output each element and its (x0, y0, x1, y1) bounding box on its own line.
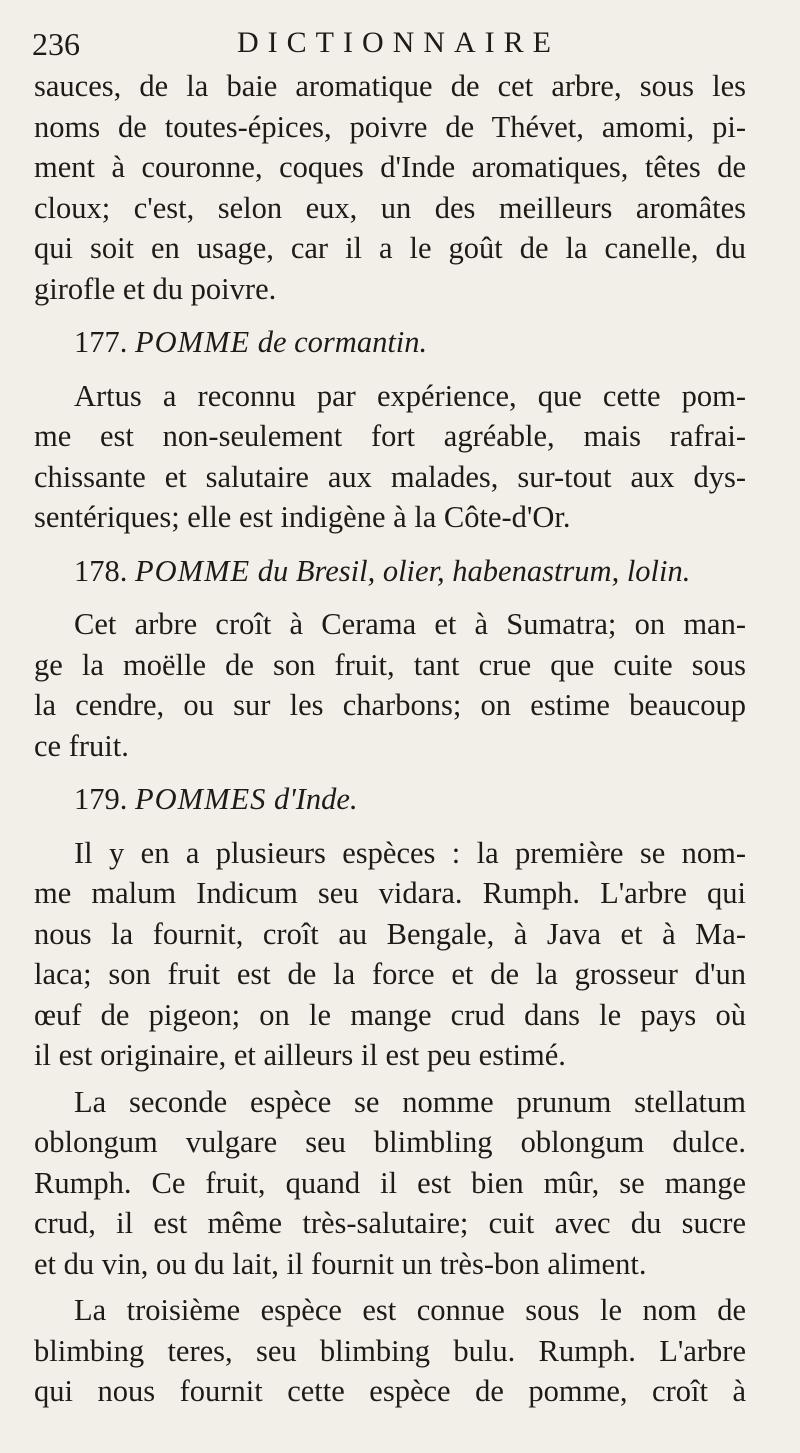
text-line: oblongum vulgare seu blimbling oblongum dulce. (34, 1125, 746, 1159)
paragraph-177 (34, 376, 746, 538)
text-line: qui soit en usage, car il a le goût de la canelle, du (34, 231, 746, 265)
intro-paragraph (34, 66, 746, 309)
entry-qualifier: d'Inde. (273, 782, 358, 816)
entry-qualifier: de cormantin. (257, 325, 428, 359)
text-line: il est originaire, et ailleurs il est peu estimé. (34, 1038, 566, 1072)
text-line: crud, il est même très-salutaire; cuit avec du sucre (34, 1206, 746, 1240)
entry-headword: POMME (135, 553, 251, 588)
text-line: ce fruit. (34, 728, 129, 763)
text-line: Artus a reconnu par expérience, que cette pom- (74, 378, 746, 413)
entry-qualifier: du Bresil, olier, habenastrum, lolin. (257, 553, 691, 588)
entry-heading-177 (34, 322, 746, 363)
entry-number: 178. (74, 553, 128, 588)
text-line: et du vin, ou du lait, il fournit un très-bon aliment. (34, 1246, 647, 1281)
text-line: Cet arbre croît à Cerama et à Sumatra; on man- (74, 607, 746, 641)
text-line: œuf de pigeon; on le mange crud dans le pays où (34, 997, 746, 1032)
text-line: La seconde espèce se nomme prunum stellatum (74, 1084, 746, 1119)
text-line: ge la moëlle de son fruit, tant crue que cuite sous (34, 647, 746, 682)
text-line: sentériques; elle est indigène à la Côte-d'Or. (34, 500, 571, 534)
text-line: sauces, de la baie aromatique de cet arbre, sous les (34, 69, 746, 103)
entry-number: 179. (74, 782, 128, 816)
text-line: ment à couronne, coques d'Inde aromatiques, têtes de (34, 150, 746, 184)
page-header (32, 22, 772, 70)
text-line: Rumph. Ce fruit, quand il est bien mûr, se mange (34, 1165, 746, 1200)
entry-number: 177. (74, 325, 128, 359)
text-line: girofle et du poivre. (34, 271, 277, 306)
paragraph-179-first-species (34, 833, 746, 1076)
paragraph-179-third-species (34, 1290, 746, 1412)
text-line: La troisième espèce est connue sous le nom de (74, 1293, 746, 1327)
text-line: laca; son fruit est de la force et de la grosseur d'un (34, 957, 746, 991)
entry-headword: POMME (135, 325, 251, 359)
text-line: qui nous fournit cette espèce de pomme, croît à (34, 1374, 746, 1408)
paragraph-178 (34, 604, 746, 766)
text-line: Il y en a plusieurs espèces : la première se nom- (74, 835, 746, 870)
text-line: cloux; c'est, selon eux, un des meilleurs aromâtes (34, 190, 746, 225)
running-head: DICTIONNAIRE (237, 26, 560, 59)
text-line: blimbing teres, seu blimbing bulu. Rumph. L'arbre (34, 1333, 746, 1368)
entry-headword: POMMES (135, 782, 267, 816)
entry-heading-179 (34, 779, 746, 820)
text-line: nous la fournit, croît au Bengale, à Java et à Ma- (34, 916, 746, 951)
entry-heading-178 (34, 551, 746, 592)
text-line: me est non-seulement fort agréable, mais rafrai- (34, 419, 746, 453)
page-body (34, 66, 746, 1412)
text-line: la cendre, ou sur les charbons; on estime beaucoup (34, 688, 746, 722)
page-number: 236 (32, 26, 80, 62)
paragraph-179-second-species (34, 1082, 746, 1285)
text-line: noms de toutes-épices, poivre de Thévet, amomi, pi- (34, 109, 746, 144)
text-line: me malum Indicum seu vidara. Rumph. L'arbre qui (34, 876, 746, 910)
text-line: chissante et salutaire aux malades, sur-tout aux dys- (34, 459, 746, 494)
